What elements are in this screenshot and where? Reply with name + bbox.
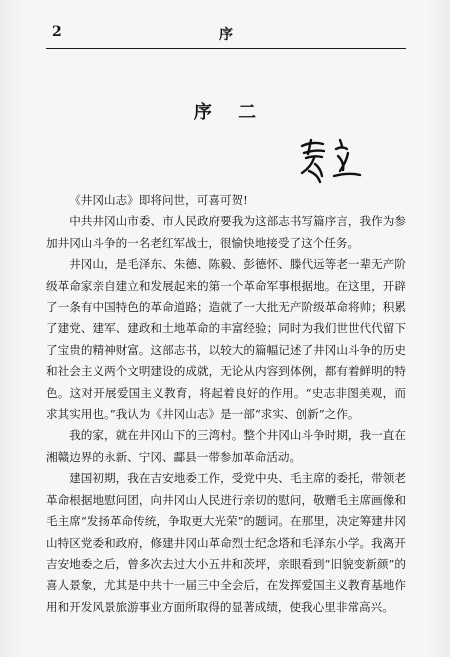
signature-icon <box>296 136 366 184</box>
running-title: 序 <box>219 27 233 43</box>
running-header <box>46 22 406 49</box>
paragraph: 中共井冈山市委、市人民政府要我为这部志书写篇序言，我作为参加井冈山斗争的一名老红军战士，很愉快地接受了这个任务。 <box>46 214 406 250</box>
paragraph: 建国初期，我在吉安地委工作，受党中央、毛主席的委托，带领老革命根据地慰问团，向井冈山人民进行亲切的慰问，敬赠毛主席画像和毛主席“发扬革命传统，争取更大光荣”的题词。在那里，决定筹建井冈山特区党委和政府，修建井冈山革命烈士纪念塔和毛泽东小学。我离开吉安地委之后，曾多次去过大小五井和茨坪，亲眼看到“旧貌变新颜”的喜人景象，尤其是中共十一届三中全会后，在发挥爱国主义教育基地作用和开发风景旅游事业方面所取得的显著成绩，使我心里非常高兴。 <box>46 471 406 614</box>
page-number: 2 <box>52 24 62 40</box>
paragraph: 井冈山，是毛泽东、朱德、陈毅、彭德怀、滕代远等老一辈无产阶级革命家亲自建立和发展起来的第一个革命军事根据地。在这里，开辟了一条有中国特色的革命道路；造就了一大批无产阶级革命将帅；积累了建党、建军、建政和土地革命的丰富经验；同时为我们世世代代留下了宝贵的精神财富。这部志书，以较大的篇幅记述了井冈山斗争的历史和社会主义两个文明建设的成就，无论从内容到体例，都有着鲜明的特色。这对开展爱国主义教育，将起着良好的作用。“史志非图美观，而求其实用也。”我认为《井冈山志》是一部“求实、创新”之作。 <box>46 257 406 422</box>
handwritten-signature <box>296 136 366 184</box>
paragraph: 我的家，就在井冈山下的三湾村。整个井冈山斗争时期，我一直在湘赣边界的永新、宁冈、酃县一带参加革命活动。 <box>46 428 406 464</box>
paragraph: 《井冈山志》即将问世，可喜可贺! <box>69 193 248 207</box>
section-title: 序 二 <box>193 102 267 123</box>
preface-body <box>46 190 406 618</box>
